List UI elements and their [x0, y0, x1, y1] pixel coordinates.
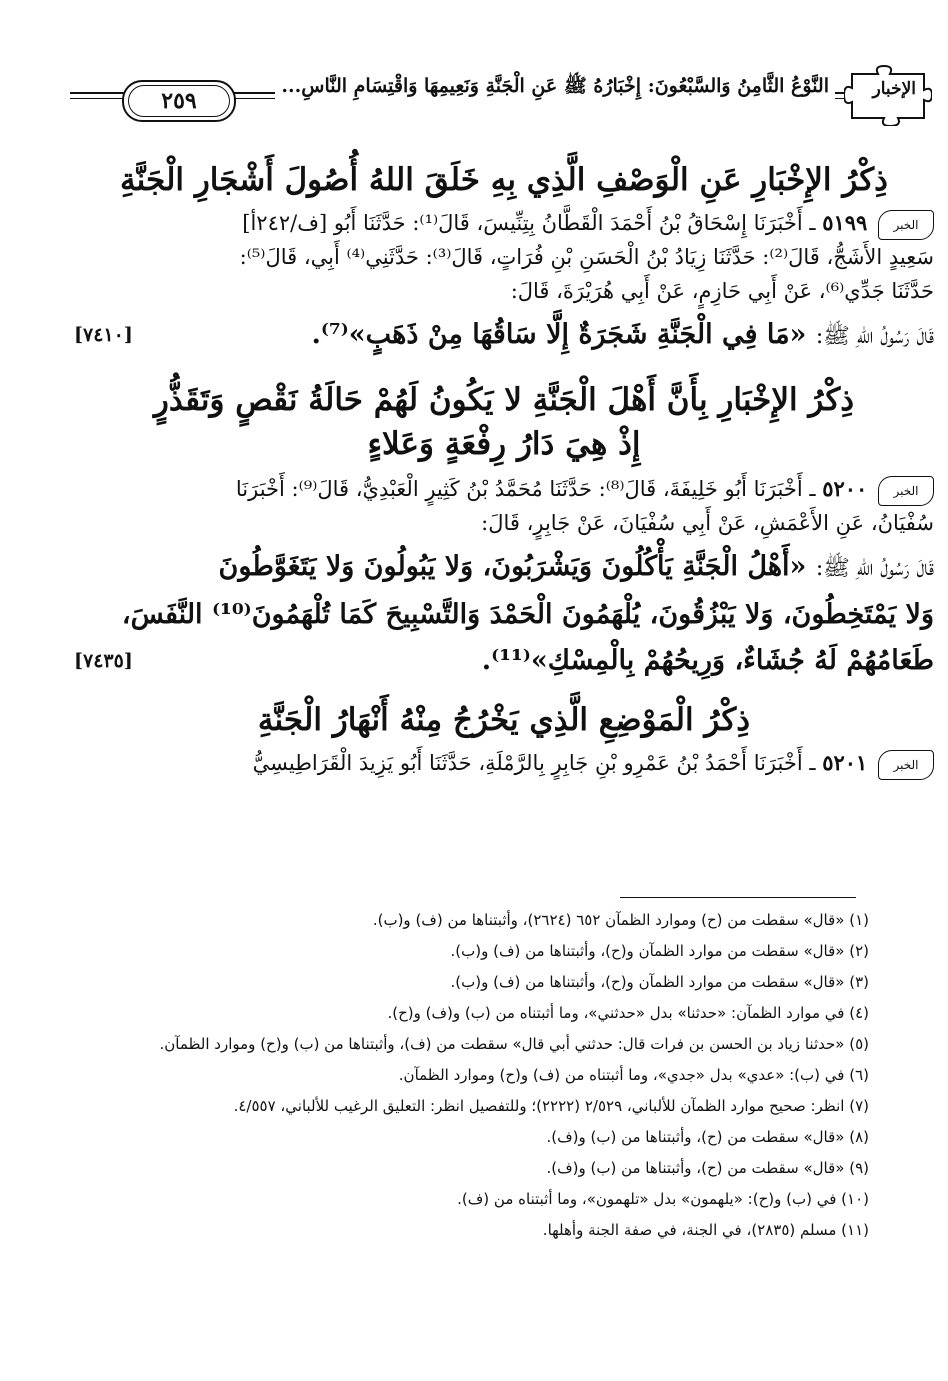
isnad-text: ـ أَخْبَرَنَا إِسْحَاقُ بْنُ أَحْمَدَ الْقَطَّانُ بِتِنِّيسَ، قَالَ⁽¹⁾: حَدَّثَنَا أَبُو [ف/٢٤٢أ] [242, 211, 816, 235]
page-body [74, 150, 934, 780]
hadith-number: ٥٢٠٠ [822, 476, 868, 501]
footnote: (١١) مسلم (٢٨٣٥)، في الجنة، في صفة الجنة وأهلها. [542, 1221, 869, 1239]
chapter-heading-cont: إِذْ هِيَ دَارُ رِفْعَةٍ وَعَلاءٍ [367, 426, 641, 462]
isnad-line [74, 746, 934, 780]
footnote: (٥) «حدثنا زياد بن الحسن بن فرات قال: حدثني أبي قال» سقطت من (ف)، وأثبتناها من (ب) و(ح) وموارد الظمآن. [159, 1035, 869, 1053]
chapter-heading: ذِكْرُ الإِخْبَارِ عَنِ الْوَصْفِ الَّذِي بِهِ خَلَقَ اللهُ أُصُولَ أَشْجَارِ الْجَنَّةِ [120, 162, 888, 198]
isnad-line: سَعِيدٍ الأَشَجُّ، قَالَ⁽²⁾: حَدَّثَنَا زِيَادُ بْنُ الْحَسَنِ بْنِ فُرَاتٍ، قَالَ⁽³⁾: حَدَّثَنِي⁽⁴⁾ أَبِي، قَالَ⁽⁵⁾: [239, 245, 934, 269]
matn-text: «أَهْلُ الْجَنَّةِ يَأْكُلُونَ وَيَشْرَبُونَ، وَلا يَبُولُونَ وَلا يَتَغَوَّطُونَ [218, 551, 807, 582]
footnote: (٧) انظر: صحيح موارد الظمآن للألباني، ٢/٥٢٩ (٢٢٢٢)؛ وللتفصيل انظر: التعليق الرغيب للألباني، ٤/٥٥٧. [233, 1097, 869, 1115]
footnote: (٢) «قال» سقطت من موارد الظمآن و(ح)، وأثبتناها من (ف) و(ب). [450, 942, 869, 960]
chapter-heading: ذِكْرُ الْمَوْضِعِ الَّذِي يَخْرُجُ مِنْهُ أَنْهَارُ الْجَنَّةِ [257, 702, 751, 738]
footnote: (٤) في موارد الظمآن: «حدثنا» بدل «حدثني»، وما أثبتناه من (ب) و(ف) و(ح). [387, 1004, 869, 1022]
page-header [70, 62, 930, 142]
matn-text: طَعَامُهُمْ لَهُ جُشَاءٌ، وَرِيحُهُمْ بِالْمِسْكِ»⁽¹¹⁾. [481, 645, 934, 676]
footnote: (٦) في (ب): «عدي» بدل «جدي»، وما أثبتناه من (ف) و(ح) وموارد الظمآن. [398, 1066, 869, 1084]
footnotes [74, 905, 869, 1246]
khabar-badge: الخبر [878, 210, 934, 240]
running-title: النَّوْعُ الثَّامِنُ وَالسَّبْعُونَ: إِخْبَارُهُ ﷺ عَنِ الْجَنَّةِ وَنَعِيمِهَا وَاقْتِسَامِ النَّاسِ... [275, 74, 835, 102]
isnad-line: سُفْيَانُ، عَنِ الأَعْمَشِ، عَنْ أَبِي سُفْيَانَ، عَنْ جَابِرٍ، قَالَ: [481, 511, 934, 535]
isnad-line [74, 206, 934, 240]
khabar-badge: الخبر [878, 750, 934, 780]
page-number: ٢٥٩ [122, 80, 236, 122]
chapter-heading: ذِكْرُ الإِخْبَارِ بِأَنَّ أَهْلَ الْجَنَّةِ لا يَكُونُ لَهُمْ حَالَةُ نَقْصٍ وَتَقَذُّرٍ [153, 382, 855, 418]
hadith-reference: [٧٤١٠] [74, 324, 133, 346]
matn-intro: قَالَ رَسُولُ اللهِ ﷺ: [815, 556, 934, 581]
hadith-number: ٥١٩٩ [822, 210, 868, 235]
isnad-line [74, 472, 934, 506]
khabar-badge: الخبر [878, 476, 934, 506]
hadith-number: ٥٢٠١ [822, 750, 868, 775]
isnad-text: ـ أَخْبَرَنَا أَبُو خَلِيفَةَ، قَالَ⁽⁸⁾: حَدَّثَنَا مُحَمَّدُ بْنُ كَثِيرٍ الْعَبْدِيُّ، قَالَ⁽⁹⁾: أَخْبَرَنَا [235, 477, 816, 501]
matn-line [74, 544, 934, 592]
isnad-text: ـ أَخْبَرَنَا أَحْمَدُ بْنُ عَمْرِو بْنِ جَابِرٍ بِالرَّمْلَةِ، حَدَّثَنَا أَبُو يَزِيدَ الْقَرَاطِيسِيُّ [252, 751, 816, 775]
matn-line [74, 312, 934, 360]
footnote-separator [620, 897, 856, 898]
footnote: (٣) «قال» سقطت من موارد الظمآن و(ح)، وأثبتناها من (ف) و(ب). [450, 973, 869, 991]
footnote: (١) «قال» سقطت من (ح) وموارد الظمآن ٦٥٢ (٢٦٢٤)، وأثبتناها من (ف) و(ب). [372, 911, 869, 929]
footnote: (٩) «قال» سقطت من (ح)، وأثبتناها من (ب) و(ف). [546, 1159, 869, 1177]
matn-text: «مَا فِي الْجَنَّةِ شَجَرَةٌ إِلَّا سَاقُهَا مِنْ ذَهَبٍ»⁽⁷⁾. [311, 319, 807, 350]
isnad-line: حَدَّثَنَا جَدِّي⁽⁶⁾، عَنْ أَبِي حَازِمٍ، عَنْ أَبِي هُرَيْرَةَ، قَالَ: [510, 279, 934, 303]
matn-line: وَلا يَمْتَخِطُونَ، وَلا يَبْزُقُونَ، يُلْهَمُونَ الْحَمْدَ وَالتَّسْبِيحَ كَمَا تُلْهَمُونَ⁽¹⁰⁾ النَّفَسَ، [121, 599, 934, 630]
matn-intro: قَالَ رَسُولُ اللهِ ﷺ: [815, 324, 934, 349]
matn-line [74, 638, 934, 684]
hadith-reference: [٧٤٣٥] [74, 650, 133, 672]
book-label: الإخبار [872, 79, 916, 99]
footnote: (١٠) في (ب) و(ح): «يلهمون» بدل «تلهمون»، وما أثبتناه من (ف). [457, 1190, 869, 1208]
footnote: (٨) «قال» سقطت من (ح)، وأثبتناها من (ب) و(ف). [546, 1128, 869, 1146]
